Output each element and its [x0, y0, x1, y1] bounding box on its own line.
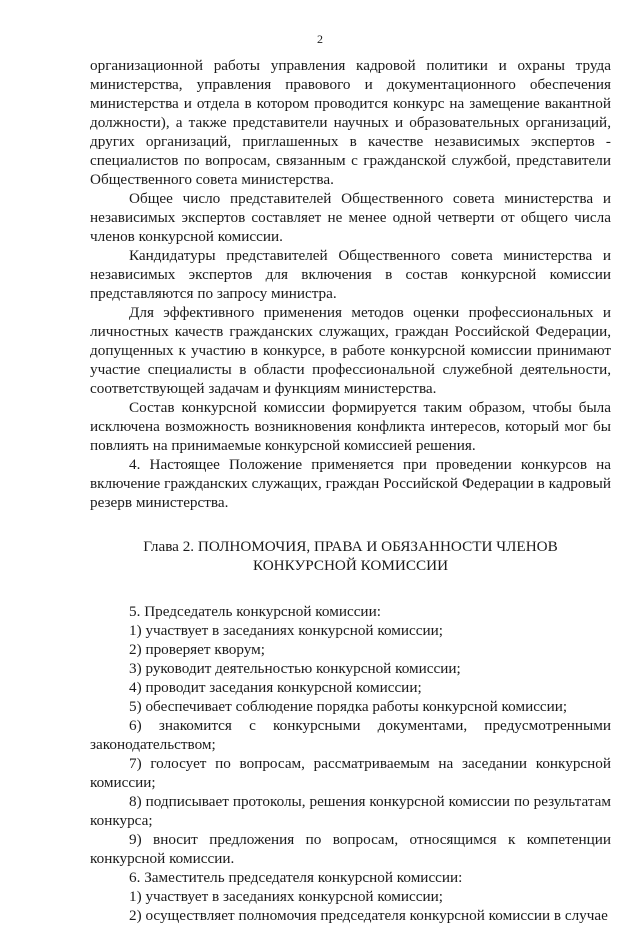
list-item: 4) проводит заседания конкурсной комиссии;	[129, 679, 422, 696]
list-item: 6) знакомится с конкурсными документами, предусмотренными законодательством;	[90, 717, 611, 753]
chapter-heading	[90, 537, 611, 575]
document-body	[90, 56, 611, 925]
list-item: 2) проверяет кворум;	[129, 641, 265, 658]
paragraph-candidates: Кандидатуры представителей Общественного совета министерства и независимых экспертов для включения в состав конкурсной комиссии представляются по запросу министра.	[90, 247, 611, 302]
list-item: 5) обеспечивает соблюдение порядка работы конкурсной комиссии;	[129, 698, 568, 715]
paragraph-experts: организационной работы управления кадровой политики и охраны труда министерства, управления правового и документационного обеспечения министерства и отдела в котором проводится конкурс на замещение вакантной должности), а также представители научных и образовательных организаций, других организаций, приглашенных в качестве независимых экспертов - специалистов по вопросам, связанным с гражданской службой, представители Общественного совета министерства.	[90, 57, 611, 188]
list-item: 7) голосует по вопросам, рассматриваемым на заседании конкурсной комиссии;	[90, 755, 611, 791]
page-number: 2	[317, 32, 323, 46]
list-item: 3) руководит деятельностью конкурсной комиссии;	[129, 660, 461, 677]
items-list	[90, 602, 611, 925]
list-item: 5. Председатель конкурсной комиссии:	[129, 603, 381, 620]
list-item: 8) подписывает протоколы, решения конкурсной комиссии по результатам конкурса;	[90, 793, 611, 829]
paragraph-section-4: 4. Настоящее Положение применяется при проведении конкурсов на включение гражданских служащих, граждан Российской Федерации в кадровый резерв министерства.	[90, 456, 611, 511]
list-item: 2) осуществляет полномочия председателя конкурсной комиссии в случае	[129, 907, 608, 924]
paragraph-quota: Общее число представителей Общественного совета министерства и независимых экспертов составляет не менее одной четверти от общего числа членов конкурсной комиссии.	[90, 190, 611, 245]
chapter-heading-line-1: Глава 2. ПОЛНОМОЧИЯ, ПРАВА И ОБЯЗАННОСТИ ЧЛЕНОВ	[143, 538, 558, 555]
list-item: 6. Заместитель председателя конкурсной комиссии:	[129, 869, 463, 886]
paragraph-specialists: Для эффективного применения методов оценки профессиональных и личностных качеств гражданских служащих, граждан Российской Федерации, допущенных к участию в конкурсе, в работе конкурсной комиссии принимают участие специалисты в области профессиональной служебной деятельности, соответствующей задачам и функциям министерства.	[90, 304, 611, 397]
list-item: 1) участвует в заседаниях конкурсной комиссии;	[129, 888, 443, 905]
chapter-heading-line-2: КОНКУРСНОЙ КОМИССИИ	[252, 557, 449, 574]
paragraph-conflict: Состав конкурсной комиссии формируется таким образом, чтобы была исключена возможность возникновения конфликта интересов, который мог бы повлиять на принимаемые конкурсной комиссией решения.	[90, 399, 611, 454]
list-item: 9) вносит предложения по вопросам, относящимся к компетенции конкурсной комиссии.	[90, 831, 611, 867]
list-item: 1) участвует в заседаниях конкурсной комиссии;	[129, 622, 443, 639]
